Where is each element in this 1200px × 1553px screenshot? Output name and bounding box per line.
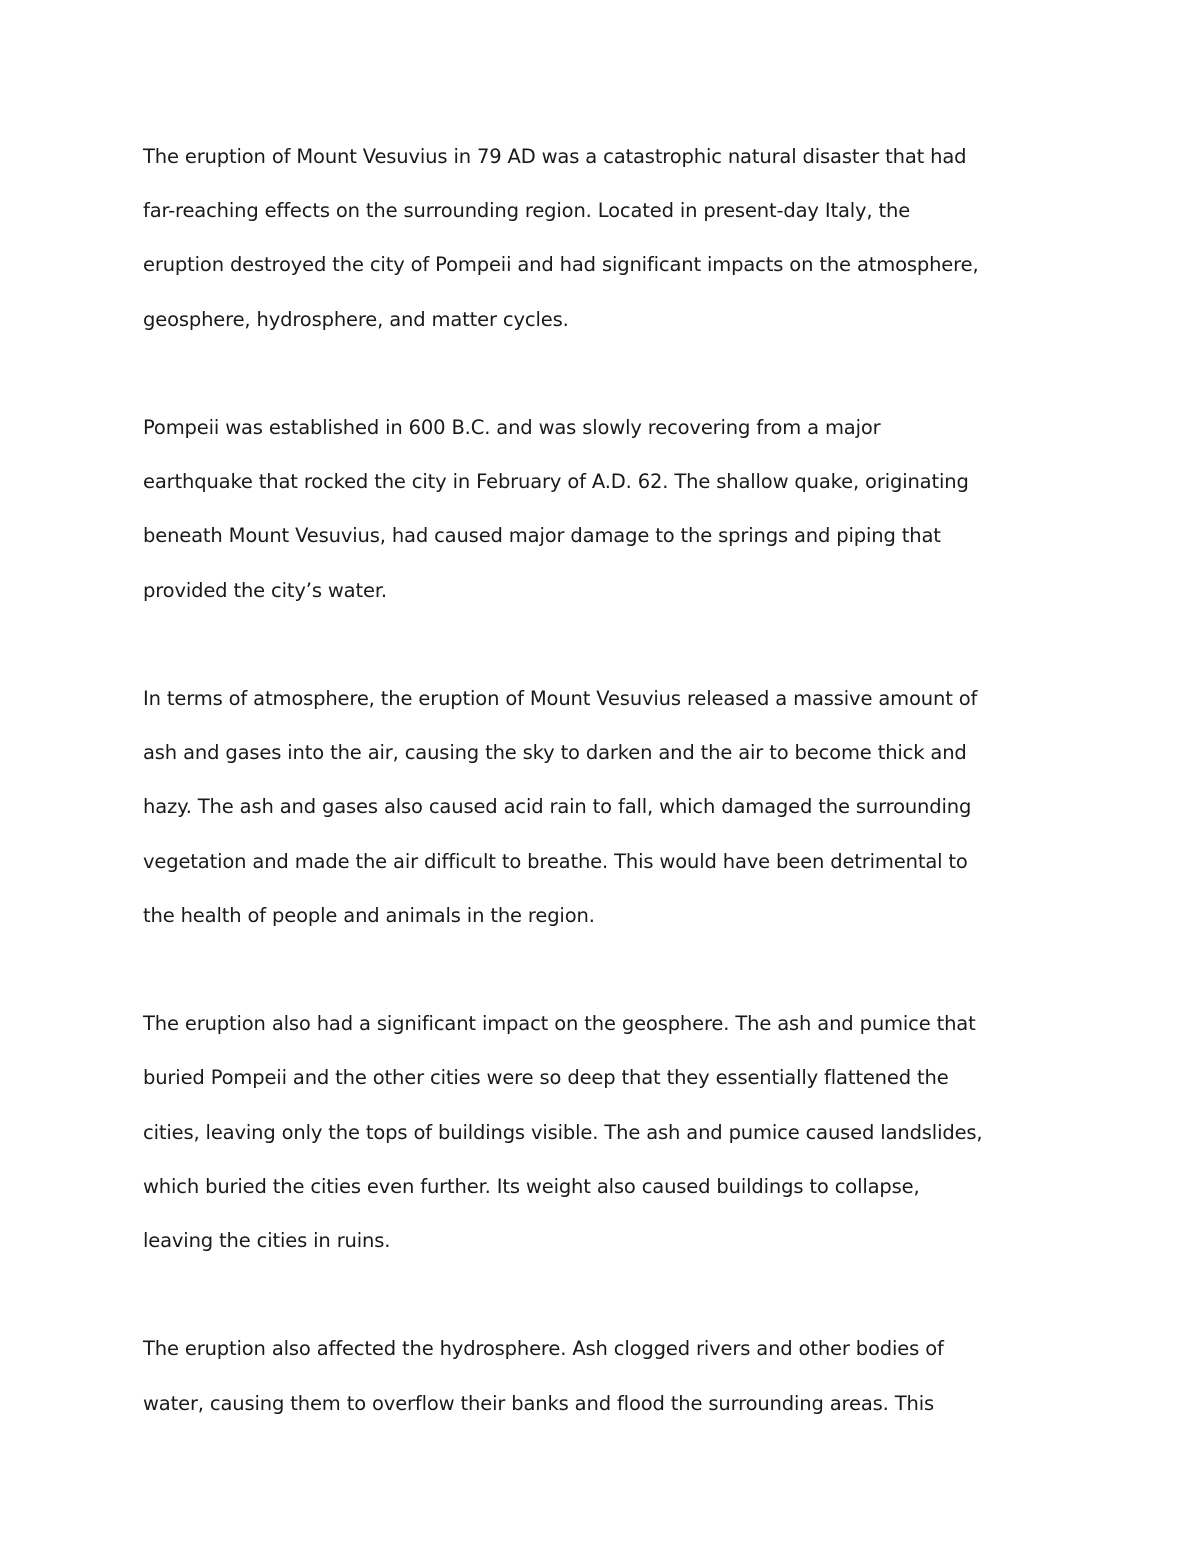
paragraph-geosphere: The eruption also had a significant impact on the geosphere. The ash and pumice that buried Pompeii and the other cities were so deep that they essentially flattened the cities, leaving only the tops of buildings visible. The ash and pumice caused landslides, which buried the cities even further. Its weight also caused buildings to collapse, leaving the cities in ruins. (143, 1012, 983, 1253)
paragraph-pompeii-history: Pompeii was established in 600 B.C. and was slowly recovering from a major earthquake that rocked the city in February of A.D. 62. The shallow quake, originating beneath Mount Vesuvius, had caused major damage to the springs and piping that provided the city’s water. (143, 416, 969, 602)
paragraph-atmosphere: In terms of atmosphere, the eruption of Mount Vesuvius released a massive amount of ash and gases into the air, causing the sky to darken and the air to become thick and hazy. The ash and gases also caused acid rain to fall, which damaged the surrounding vegetation and made the air difficult to breathe. This would have been detrimental to the health of people and animals in the region. (143, 687, 978, 927)
paragraph-intro: The eruption of Mount Vesuvius in 79 AD was a catastrophic natural disaster that had far-reaching effects on the surrounding region. Located in present-day Italy, the eruption destroyed the city of Pompeii and had significant impacts on the atmosphere, geosphere, hydrosphere, and matter cycles. (143, 145, 979, 331)
document-body (143, 130, 1073, 1485)
paragraph-hydrosphere: The eruption also affected the hydrosphere. Ash clogged rivers and other bodies of water, causing them to overflow their banks and flood the surrounding areas. This (143, 1337, 944, 1415)
